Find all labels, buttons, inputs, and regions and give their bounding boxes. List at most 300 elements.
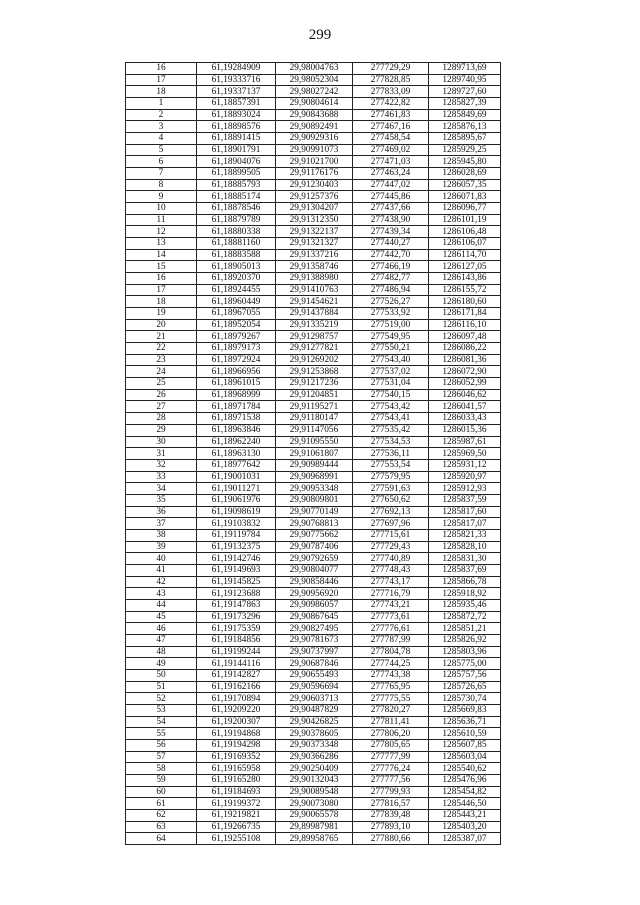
- latitude-cell: 61,18905013: [197, 261, 276, 273]
- longitude-cell: 29,90827495: [276, 623, 353, 635]
- point-number-cell: 40: [126, 553, 197, 565]
- y-coordinate-cell: 1285920,97: [429, 471, 501, 483]
- longitude-cell: 29,90366286: [276, 751, 353, 763]
- y-coordinate-cell: 1285929,25: [429, 144, 501, 156]
- table-row: [126, 261, 501, 273]
- x-coordinate-cell: 277743,21: [353, 599, 429, 611]
- latitude-cell: 61,18881160: [197, 238, 276, 250]
- latitude-cell: 61,19170894: [197, 693, 276, 705]
- y-coordinate-cell: 1285918,92: [429, 588, 501, 600]
- latitude-cell: 61,18893024: [197, 109, 276, 121]
- table-row: [126, 529, 501, 541]
- longitude-cell: 29,91095550: [276, 436, 353, 448]
- point-number-cell: 17: [126, 284, 197, 296]
- x-coordinate-cell: 277743,17: [353, 576, 429, 588]
- point-number-cell: 51: [126, 681, 197, 693]
- table-row: [126, 716, 501, 728]
- latitude-cell: 61,18952054: [197, 319, 276, 331]
- point-number-cell: 48: [126, 646, 197, 658]
- longitude-cell: 29,90655493: [276, 669, 353, 681]
- y-coordinate-cell: 1285387,07: [429, 833, 501, 845]
- point-number-cell: 36: [126, 506, 197, 518]
- x-coordinate-cell: 277833,09: [353, 86, 429, 98]
- latitude-cell: 61,19001031: [197, 471, 276, 483]
- x-coordinate-cell: 277438,90: [353, 214, 429, 226]
- table-row: [126, 343, 501, 355]
- point-number-cell: 49: [126, 658, 197, 670]
- y-coordinate-cell: 1286015,36: [429, 424, 501, 436]
- longitude-cell: 29,90989444: [276, 459, 353, 471]
- longitude-cell: 29,91312350: [276, 214, 353, 226]
- point-number-cell: 21: [126, 331, 197, 343]
- table-row: [126, 541, 501, 553]
- longitude-cell: 29,90687846: [276, 658, 353, 670]
- y-coordinate-cell: 1286046,62: [429, 389, 501, 401]
- longitude-cell: 29,91337216: [276, 249, 353, 261]
- y-coordinate-cell: 1289727,60: [429, 86, 501, 98]
- latitude-cell: 61,18979173: [197, 343, 276, 355]
- latitude-cell: 61,18879789: [197, 214, 276, 226]
- table-row: [126, 121, 501, 133]
- latitude-cell: 61,19165958: [197, 763, 276, 775]
- y-coordinate-cell: 1285757,56: [429, 669, 501, 681]
- table-row: [126, 389, 501, 401]
- y-coordinate-cell: 1285876,13: [429, 121, 501, 133]
- latitude-cell: 61,18898576: [197, 121, 276, 133]
- longitude-cell: 29,90804614: [276, 98, 353, 110]
- point-number-cell: 33: [126, 471, 197, 483]
- table-row: [126, 623, 501, 635]
- x-coordinate-cell: 277805,65: [353, 739, 429, 751]
- latitude-cell: 61,19098619: [197, 506, 276, 518]
- point-number-cell: 27: [126, 401, 197, 413]
- x-coordinate-cell: 277437,66: [353, 203, 429, 215]
- point-number-cell: 59: [126, 774, 197, 786]
- longitude-cell: 29,91358746: [276, 261, 353, 273]
- coordinates-table: [125, 62, 501, 845]
- y-coordinate-cell: 1285895,67: [429, 133, 501, 145]
- y-coordinate-cell: 1289740,95: [429, 74, 501, 86]
- y-coordinate-cell: 1285403,20: [429, 821, 501, 833]
- table-row: [126, 658, 501, 670]
- y-coordinate-cell: 1285803,96: [429, 646, 501, 658]
- x-coordinate-cell: 277526,27: [353, 296, 429, 308]
- y-coordinate-cell: 1286143,86: [429, 273, 501, 285]
- y-coordinate-cell: 1285730,74: [429, 693, 501, 705]
- longitude-cell: 29,91253868: [276, 366, 353, 378]
- table-row: [126, 296, 501, 308]
- longitude-cell: 29,89987981: [276, 821, 353, 833]
- table-row: [126, 634, 501, 646]
- x-coordinate-cell: 277440,27: [353, 238, 429, 250]
- point-number-cell: 14: [126, 249, 197, 261]
- point-number-cell: 57: [126, 751, 197, 763]
- point-number-cell: 41: [126, 564, 197, 576]
- point-number-cell: 5: [126, 144, 197, 156]
- point-number-cell: 32: [126, 459, 197, 471]
- longitude-cell: 29,90986057: [276, 599, 353, 611]
- latitude-cell: 61,19199372: [197, 798, 276, 810]
- table-row: [126, 763, 501, 775]
- latitude-cell: 61,18880338: [197, 226, 276, 238]
- x-coordinate-cell: 277777,56: [353, 774, 429, 786]
- y-coordinate-cell: 1286171,84: [429, 308, 501, 320]
- latitude-cell: 61,18883588: [197, 249, 276, 261]
- table-row: [126, 191, 501, 203]
- point-number-cell: 45: [126, 611, 197, 623]
- point-number-cell: 12: [126, 226, 197, 238]
- x-coordinate-cell: 277482,77: [353, 273, 429, 285]
- y-coordinate-cell: 1285454,82: [429, 786, 501, 798]
- point-number-cell: 62: [126, 810, 197, 822]
- latitude-cell: 61,18963846: [197, 424, 276, 436]
- point-number-cell: 60: [126, 786, 197, 798]
- latitude-cell: 61,19169352: [197, 751, 276, 763]
- y-coordinate-cell: 1285872,72: [429, 611, 501, 623]
- longitude-cell: 29,90768813: [276, 518, 353, 530]
- table-row: [126, 506, 501, 518]
- point-number-cell: 24: [126, 366, 197, 378]
- table-row: [126, 611, 501, 623]
- longitude-cell: 29,91322137: [276, 226, 353, 238]
- longitude-cell: 29,91298757: [276, 331, 353, 343]
- table-row: [126, 588, 501, 600]
- point-number-cell: 26: [126, 389, 197, 401]
- y-coordinate-cell: 1286127,05: [429, 261, 501, 273]
- latitude-cell: 61,18961015: [197, 378, 276, 390]
- point-number-cell: 13: [126, 238, 197, 250]
- longitude-cell: 29,90250409: [276, 763, 353, 775]
- y-coordinate-cell: 1285828,10: [429, 541, 501, 553]
- x-coordinate-cell: 277806,20: [353, 728, 429, 740]
- latitude-cell: 61,18920370: [197, 273, 276, 285]
- point-number-cell: 55: [126, 728, 197, 740]
- longitude-cell: 29,91388980: [276, 273, 353, 285]
- longitude-cell: 29,91180147: [276, 413, 353, 425]
- y-coordinate-cell: 1289713,69: [429, 63, 501, 75]
- point-number-cell: 42: [126, 576, 197, 588]
- x-coordinate-cell: 277543,42: [353, 401, 429, 413]
- table-row: [126, 448, 501, 460]
- table-row: [126, 354, 501, 366]
- longitude-cell: 29,91257376: [276, 191, 353, 203]
- point-number-cell: 16: [126, 273, 197, 285]
- table-row: [126, 471, 501, 483]
- y-coordinate-cell: 1286106,07: [429, 238, 501, 250]
- x-coordinate-cell: 277536,11: [353, 448, 429, 460]
- x-coordinate-cell: 277839,48: [353, 810, 429, 822]
- y-coordinate-cell: 1286086,22: [429, 343, 501, 355]
- point-number-cell: 10: [126, 203, 197, 215]
- point-number-cell: 3: [126, 121, 197, 133]
- longitude-cell: 29,90596694: [276, 681, 353, 693]
- latitude-cell: 61,18966956: [197, 366, 276, 378]
- longitude-cell: 29,90775662: [276, 529, 353, 541]
- longitude-cell: 29,91454621: [276, 296, 353, 308]
- latitude-cell: 61,19165280: [197, 774, 276, 786]
- x-coordinate-cell: 277804,78: [353, 646, 429, 658]
- longitude-cell: 29,90858446: [276, 576, 353, 588]
- latitude-cell: 61,18963130: [197, 448, 276, 460]
- x-coordinate-cell: 277777,99: [353, 751, 429, 763]
- y-coordinate-cell: 1285851,21: [429, 623, 501, 635]
- y-coordinate-cell: 1286096,77: [429, 203, 501, 215]
- x-coordinate-cell: 277893,10: [353, 821, 429, 833]
- point-number-cell: 25: [126, 378, 197, 390]
- longitude-cell: 29,91021700: [276, 156, 353, 168]
- latitude-cell: 61,19199244: [197, 646, 276, 658]
- longitude-cell: 29,90426825: [276, 716, 353, 728]
- point-number-cell: 61: [126, 798, 197, 810]
- table-row: [126, 518, 501, 530]
- latitude-cell: 61,18904076: [197, 156, 276, 168]
- point-number-cell: 4: [126, 133, 197, 145]
- table-row: [126, 693, 501, 705]
- point-number-cell: 39: [126, 541, 197, 553]
- point-number-cell: 7: [126, 168, 197, 180]
- longitude-cell: 29,90487829: [276, 704, 353, 716]
- point-number-cell: 46: [126, 623, 197, 635]
- latitude-cell: 61,19132375: [197, 541, 276, 553]
- longitude-cell: 29,90867645: [276, 611, 353, 623]
- longitude-cell: 29,90065578: [276, 810, 353, 822]
- longitude-cell: 29,90737997: [276, 646, 353, 658]
- table-row: [126, 284, 501, 296]
- y-coordinate-cell: 1285826,92: [429, 634, 501, 646]
- table-row: [126, 774, 501, 786]
- point-number-cell: 53: [126, 704, 197, 716]
- point-number-cell: 23: [126, 354, 197, 366]
- point-number-cell: 44: [126, 599, 197, 611]
- y-coordinate-cell: 1285636,71: [429, 716, 501, 728]
- point-number-cell: 8: [126, 179, 197, 191]
- table-row: [126, 366, 501, 378]
- y-coordinate-cell: 1285446,50: [429, 798, 501, 810]
- table-row: [126, 109, 501, 121]
- y-coordinate-cell: 1285935,46: [429, 599, 501, 611]
- longitude-cell: 29,90991073: [276, 144, 353, 156]
- table-row: [126, 238, 501, 250]
- x-coordinate-cell: 277461,83: [353, 109, 429, 121]
- table-row: [126, 74, 501, 86]
- x-coordinate-cell: 277471,03: [353, 156, 429, 168]
- x-coordinate-cell: 277880,66: [353, 833, 429, 845]
- x-coordinate-cell: 277650,62: [353, 494, 429, 506]
- latitude-cell: 61,18878546: [197, 203, 276, 215]
- latitude-cell: 61,19119784: [197, 529, 276, 541]
- latitude-cell: 61,19145825: [197, 576, 276, 588]
- x-coordinate-cell: 277740,89: [353, 553, 429, 565]
- x-coordinate-cell: 277743,38: [353, 669, 429, 681]
- point-number-cell: 16: [126, 63, 197, 75]
- point-number-cell: 22: [126, 343, 197, 355]
- table-row: [126, 63, 501, 75]
- x-coordinate-cell: 277776,24: [353, 763, 429, 775]
- table-row: [126, 646, 501, 658]
- latitude-cell: 61,18971538: [197, 413, 276, 425]
- longitude-cell: 29,98052304: [276, 74, 353, 86]
- longitude-cell: 29,90929316: [276, 133, 353, 145]
- x-coordinate-cell: 277439,34: [353, 226, 429, 238]
- x-coordinate-cell: 277799,93: [353, 786, 429, 798]
- point-number-cell: 11: [126, 214, 197, 226]
- longitude-cell: 29,90956920: [276, 588, 353, 600]
- y-coordinate-cell: 1285837,69: [429, 564, 501, 576]
- latitude-cell: 61,18971784: [197, 401, 276, 413]
- longitude-cell: 29,91195271: [276, 401, 353, 413]
- x-coordinate-cell: 277776,61: [353, 623, 429, 635]
- latitude-cell: 61,18972924: [197, 354, 276, 366]
- x-coordinate-cell: 277765,95: [353, 681, 429, 693]
- x-coordinate-cell: 277519,00: [353, 319, 429, 331]
- y-coordinate-cell: 1286041,57: [429, 401, 501, 413]
- x-coordinate-cell: 277467,16: [353, 121, 429, 133]
- longitude-cell: 29,91335219: [276, 319, 353, 331]
- y-coordinate-cell: 1286106,48: [429, 226, 501, 238]
- longitude-cell: 29,91204851: [276, 389, 353, 401]
- table-row: [126, 576, 501, 588]
- table-row: [126, 249, 501, 261]
- y-coordinate-cell: 1286097,48: [429, 331, 501, 343]
- table-row: [126, 459, 501, 471]
- table-row: [126, 494, 501, 506]
- longitude-cell: 29,90132043: [276, 774, 353, 786]
- latitude-cell: 61,18857391: [197, 98, 276, 110]
- table-row: [126, 378, 501, 390]
- latitude-cell: 61,19011271: [197, 483, 276, 495]
- x-coordinate-cell: 277537,02: [353, 366, 429, 378]
- table-row: [126, 308, 501, 320]
- x-coordinate-cell: 277775,55: [353, 693, 429, 705]
- point-number-cell: 15: [126, 261, 197, 273]
- longitude-cell: 29,90792659: [276, 553, 353, 565]
- x-coordinate-cell: 277729,43: [353, 541, 429, 553]
- point-number-cell: 54: [126, 716, 197, 728]
- point-number-cell: 64: [126, 833, 197, 845]
- table-row: [126, 319, 501, 331]
- y-coordinate-cell: 1285610,59: [429, 728, 501, 740]
- table-row: [126, 144, 501, 156]
- longitude-cell: 29,90781673: [276, 634, 353, 646]
- x-coordinate-cell: 277715,61: [353, 529, 429, 541]
- table-row: [126, 751, 501, 763]
- y-coordinate-cell: 1286072,90: [429, 366, 501, 378]
- table-row: [126, 599, 501, 611]
- longitude-cell: 29,90770149: [276, 506, 353, 518]
- table-row: [126, 168, 501, 180]
- latitude-cell: 61,19184856: [197, 634, 276, 646]
- table-row: [126, 203, 501, 215]
- y-coordinate-cell: 1285969,50: [429, 448, 501, 460]
- longitude-cell: 29,91217236: [276, 378, 353, 390]
- y-coordinate-cell: 1286155,72: [429, 284, 501, 296]
- point-number-cell: 43: [126, 588, 197, 600]
- x-coordinate-cell: 277550,21: [353, 343, 429, 355]
- longitude-cell: 29,91277821: [276, 343, 353, 355]
- x-coordinate-cell: 277447,02: [353, 179, 429, 191]
- longitude-cell: 29,90809801: [276, 494, 353, 506]
- latitude-cell: 61,19142827: [197, 669, 276, 681]
- point-number-cell: 20: [126, 319, 197, 331]
- table-row: [126, 728, 501, 740]
- latitude-cell: 61,19284909: [197, 63, 276, 75]
- table-row: [126, 424, 501, 436]
- x-coordinate-cell: 277748,43: [353, 564, 429, 576]
- point-number-cell: 63: [126, 821, 197, 833]
- x-coordinate-cell: 277579,95: [353, 471, 429, 483]
- x-coordinate-cell: 277820,27: [353, 704, 429, 716]
- point-number-cell: 31: [126, 448, 197, 460]
- x-coordinate-cell: 277549,95: [353, 331, 429, 343]
- table-row: [126, 226, 501, 238]
- y-coordinate-cell: 1286081,36: [429, 354, 501, 366]
- x-coordinate-cell: 277553,54: [353, 459, 429, 471]
- table-row: [126, 331, 501, 343]
- x-coordinate-cell: 277543,41: [353, 413, 429, 425]
- latitude-cell: 61,19142746: [197, 553, 276, 565]
- longitude-cell: 29,98004763: [276, 63, 353, 75]
- y-coordinate-cell: 1286116,10: [429, 319, 501, 331]
- latitude-cell: 61,18962240: [197, 436, 276, 448]
- latitude-cell: 61,19123688: [197, 588, 276, 600]
- longitude-cell: 29,89958765: [276, 833, 353, 845]
- longitude-cell: 29,91176176: [276, 168, 353, 180]
- table-row: [126, 833, 501, 845]
- y-coordinate-cell: 1285987,61: [429, 436, 501, 448]
- table-row: [126, 786, 501, 798]
- longitude-cell: 29,91061807: [276, 448, 353, 460]
- x-coordinate-cell: 277533,92: [353, 308, 429, 320]
- y-coordinate-cell: 1286101,19: [429, 214, 501, 226]
- table-row: [126, 133, 501, 145]
- latitude-cell: 61,19144116: [197, 658, 276, 670]
- y-coordinate-cell: 1285849,69: [429, 109, 501, 121]
- point-number-cell: 28: [126, 413, 197, 425]
- longitude-cell: 29,90892491: [276, 121, 353, 133]
- y-coordinate-cell: 1286052,99: [429, 378, 501, 390]
- longitude-cell: 29,91321327: [276, 238, 353, 250]
- x-coordinate-cell: 277535,42: [353, 424, 429, 436]
- longitude-cell: 29,90968991: [276, 471, 353, 483]
- x-coordinate-cell: 277442,70: [353, 249, 429, 261]
- y-coordinate-cell: 1286033,43: [429, 413, 501, 425]
- latitude-cell: 61,19175359: [197, 623, 276, 635]
- table-row: [126, 86, 501, 98]
- latitude-cell: 61,19194298: [197, 739, 276, 751]
- y-coordinate-cell: 1285607,85: [429, 739, 501, 751]
- latitude-cell: 61,18967055: [197, 308, 276, 320]
- table-row: [126, 436, 501, 448]
- y-coordinate-cell: 1285831,30: [429, 553, 501, 565]
- latitude-cell: 61,19266735: [197, 821, 276, 833]
- longitude-cell: 29,91269202: [276, 354, 353, 366]
- x-coordinate-cell: 277543,40: [353, 354, 429, 366]
- x-coordinate-cell: 277422,82: [353, 98, 429, 110]
- latitude-cell: 61,18977642: [197, 459, 276, 471]
- table-row: [126, 179, 501, 191]
- y-coordinate-cell: 1285866,78: [429, 576, 501, 588]
- table-row: [126, 564, 501, 576]
- x-coordinate-cell: 277445,86: [353, 191, 429, 203]
- y-coordinate-cell: 1286028,69: [429, 168, 501, 180]
- x-coordinate-cell: 277466,19: [353, 261, 429, 273]
- latitude-cell: 61,19194868: [197, 728, 276, 740]
- point-number-cell: 35: [126, 494, 197, 506]
- table-row: [126, 821, 501, 833]
- table-row: [126, 98, 501, 110]
- table-row: [126, 798, 501, 810]
- x-coordinate-cell: 277744,25: [353, 658, 429, 670]
